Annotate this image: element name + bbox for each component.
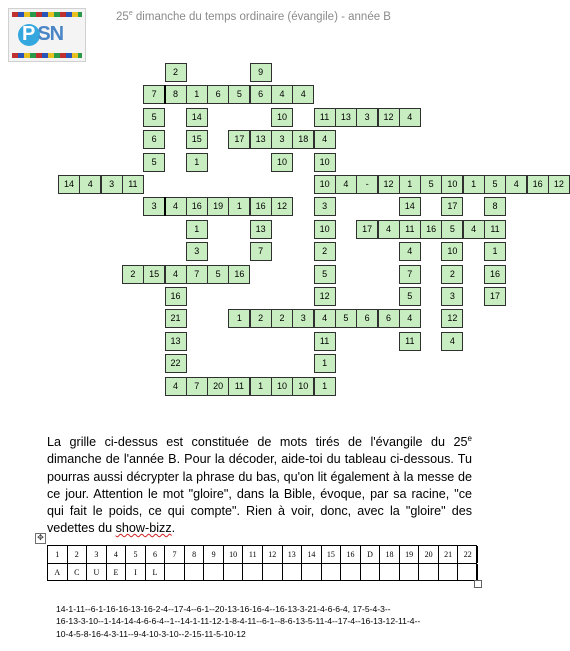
grid-cell: 1 — [314, 377, 336, 396]
grid-cell: 14 — [186, 108, 208, 127]
key-number-cell: 5 — [126, 546, 146, 563]
key-number-cell: 12 — [263, 546, 283, 563]
key-letter-cell[interactable]: U — [87, 564, 107, 581]
key-letter-cell[interactable] — [263, 564, 283, 581]
grid-cell: 11 — [228, 377, 250, 396]
grid-cell: 13 — [165, 332, 187, 351]
key-letter-cell[interactable] — [361, 564, 381, 581]
grid-cell: 14 — [58, 175, 80, 194]
coded-line: 10-4-5-8-16-4-3-11--9-4-10-3-10--2-15-11-5-10-12 — [56, 628, 246, 639]
grid-cell: 10 — [314, 153, 336, 172]
grid-cell: 1 — [228, 309, 250, 328]
key-letter-cell[interactable] — [224, 564, 244, 581]
key-letter-cell[interactable] — [380, 564, 400, 581]
key-number-cell: 2 — [68, 546, 88, 563]
decoder-table — [47, 545, 477, 581]
grid-cell: 10 — [441, 242, 463, 261]
grid-cell: 4 — [79, 175, 101, 194]
grid-cell: 4 — [505, 175, 527, 194]
grid-cell: 1 — [186, 153, 208, 172]
key-number-cell: 13 — [283, 546, 303, 563]
key-letter-cell[interactable] — [458, 564, 478, 581]
grid-cell: 5 — [143, 108, 165, 127]
grid-cell: 7 — [186, 377, 208, 396]
grid-cell: 4 — [165, 197, 187, 216]
grid-cell: 11 — [399, 332, 421, 351]
grid-cell: 1 — [186, 220, 208, 239]
grid-cell: 6 — [356, 309, 378, 328]
grid-cell: 17 — [356, 220, 378, 239]
grid-cell: 2 — [441, 265, 463, 284]
grid-cell: 1 — [314, 354, 336, 373]
grid-cell: 2 — [122, 265, 144, 284]
grid-cell: 1 — [399, 175, 421, 194]
grid-cell: 21 — [165, 309, 187, 328]
key-letter-cell[interactable] — [165, 564, 185, 581]
grid-cell: 19 — [207, 197, 229, 216]
grid-cell: 12 — [271, 197, 293, 216]
key-number-cell: 3 — [87, 546, 107, 563]
grid-cell: 5 — [228, 85, 250, 104]
grid-cell: 16 — [165, 287, 187, 306]
grid-cell: 16 — [527, 175, 549, 194]
intro-paragraph: La grille ci-dessus est constituée de mots tirés de l'évangile du 25e dimanche de l'année B. Pour la décoder, aide-toi du tableau ci-dessous. Tu pourras aussi décrypter la phrase du bas, qu'on lit également à la messe de ce jour. Attention le mot "gloire", dans la Bible, évoque, par sa racine, "ce qui fait le poids, ce qui compte". Rien à voir, donc, avec la "gloire" des vedettes du show-bizz. — [47, 434, 472, 536]
grid-cell: 8 — [484, 197, 506, 216]
grid-cell: 3 — [186, 242, 208, 261]
grid-cell: 22 — [165, 354, 187, 373]
grid-cell: 17 — [228, 130, 250, 149]
grid-cell: 12 — [441, 309, 463, 328]
grid-cell: 2 — [271, 309, 293, 328]
key-number-cell: 4 — [107, 546, 127, 563]
grid-cell: 16 — [228, 265, 250, 284]
coded-sentence — [56, 603, 476, 640]
grid-cell: 7 — [399, 265, 421, 284]
key-letter-cell[interactable] — [302, 564, 322, 581]
grid-cell: 18 — [292, 130, 314, 149]
grid-cell: 1 — [228, 197, 250, 216]
grid-cell: 20 — [207, 377, 229, 396]
grid-cell: 4 — [378, 220, 400, 239]
key-letter-cell[interactable] — [400, 564, 420, 581]
grid-cell: 4 — [314, 130, 336, 149]
key-number-cell: 19 — [400, 546, 420, 563]
key-number-cell: 7 — [165, 546, 185, 563]
grid-thick-border — [164, 85, 166, 104]
grid-cell: 4 — [271, 85, 293, 104]
grid-cell: 6 — [378, 309, 400, 328]
grid-cell: 4 — [399, 108, 421, 127]
key-letter-cell[interactable]: E — [107, 564, 127, 581]
key-number-cell: 21 — [439, 546, 459, 563]
grid-cell: 10 — [292, 377, 314, 396]
grid-cell: 5 — [314, 265, 336, 284]
key-letter-cell[interactable] — [243, 564, 263, 581]
key-number-cell: 16 — [341, 546, 361, 563]
grid-cell: 3 — [314, 197, 336, 216]
grid-cell: 4 — [463, 220, 485, 239]
grid-cell: 7 — [186, 265, 208, 284]
grid-cell: 4 — [165, 265, 187, 284]
coded-line: 16-13-3-10--1-14-14-4-6-6-4--1--14-1-11-12-1-8-4-11--6-1--8-6-13-5-11-4--17-4--16-13-12-11-4-- — [56, 616, 421, 627]
grid-cell: 10 — [271, 377, 293, 396]
key-letter-cell[interactable]: I — [126, 564, 146, 581]
key-letter-cell[interactable]: A — [48, 564, 68, 581]
grid-cell: 9 — [250, 63, 272, 82]
grid-cell: 5 — [143, 153, 165, 172]
grid-cell: 11 — [399, 220, 421, 239]
key-letter-cell[interactable] — [322, 564, 342, 581]
grid-cell: 10 — [314, 175, 336, 194]
key-letter-cell[interactable]: L — [146, 564, 166, 581]
key-letter-cell[interactable]: C — [68, 564, 88, 581]
key-number-cell: 9 — [204, 546, 224, 563]
grid-cell: 4 — [165, 377, 187, 396]
key-letter-cell[interactable] — [341, 564, 361, 581]
key-letter-cell[interactable] — [439, 564, 459, 581]
grid-cell: 15 — [186, 130, 208, 149]
grid-cell: 5 — [207, 265, 229, 284]
grid-thick-border — [164, 197, 166, 216]
grid-cell: 2 — [314, 242, 336, 261]
grid-cell: 10 — [441, 175, 463, 194]
grid-cell: 14 — [399, 197, 421, 216]
grid-cell: 12 — [378, 175, 400, 194]
grid-cell: 17 — [441, 197, 463, 216]
grid-cell: 10 — [314, 220, 336, 239]
grid-cell: 1 — [186, 85, 208, 104]
grid-cell: 4 — [441, 332, 463, 351]
page-title: 25e dimanche du temps ordinaire (évangile) - année B — [116, 10, 391, 23]
logo-text: P SN — [22, 23, 64, 45]
grid-cell: 16 — [484, 265, 506, 284]
grid-cell: 17 — [484, 287, 506, 306]
grid-cell: 8 — [165, 85, 187, 104]
grid-cell: 1 — [463, 175, 485, 194]
grid-cell: 5 — [484, 175, 506, 194]
key-number-cell: 11 — [243, 546, 263, 563]
key-number-cell: D — [361, 546, 381, 563]
grid-cell: 3 — [101, 175, 123, 194]
grid-cell: 6 — [207, 85, 229, 104]
grid-cell: 16 — [186, 197, 208, 216]
grid-cell: 10 — [271, 108, 293, 127]
grid-cell: 4 — [399, 242, 421, 261]
grid-cell: 2 — [165, 63, 187, 82]
grid-cell: 11 — [484, 220, 506, 239]
grid-cell: 5 — [441, 220, 463, 239]
grid-cell: 4 — [335, 175, 357, 194]
key-number-cell: 6 — [146, 546, 166, 563]
grid-cell: 6 — [250, 85, 272, 104]
key-letter-cell[interactable] — [204, 564, 224, 581]
key-number-cell: 8 — [185, 546, 205, 563]
coded-line: 14-1-11--6-1-16-16-13-16-2-4--17-4--6-1--20-13-16-16-4--16-13-3-21-4-6-6-4, 17-5-4-3-- — [56, 604, 391, 614]
key-number-cell: 22 — [458, 546, 478, 563]
grid-cell: 4 — [314, 309, 336, 328]
grid-cell: 10 — [271, 153, 293, 172]
grid-cell: 3 — [292, 309, 314, 328]
grid-cell: 5 — [399, 287, 421, 306]
grid-cell: 13 — [335, 108, 357, 127]
key-letter-cell[interactable] — [419, 564, 439, 581]
key-number-cell: 14 — [302, 546, 322, 563]
key-number-cell: 18 — [380, 546, 400, 563]
grid-cell: 3 — [143, 197, 165, 216]
table-resize-handle[interactable] — [474, 580, 482, 588]
grid-cell: 13 — [250, 130, 272, 149]
grid-cell: 15 — [143, 265, 165, 284]
key-number-cell: 10 — [224, 546, 244, 563]
grid-cell: 13 — [250, 220, 272, 239]
key-number-cell: 1 — [48, 546, 68, 563]
grid-cell: 7 — [143, 85, 165, 104]
grid-cell: 12 — [378, 108, 400, 127]
grid-cell: 3 — [271, 130, 293, 149]
grid-cell: 5 — [420, 175, 442, 194]
key-number-cell: 15 — [322, 546, 342, 563]
grid-cell: 3 — [356, 108, 378, 127]
grid-cell: 4 — [399, 309, 421, 328]
grid-cell: 1 — [250, 377, 272, 396]
key-letter-cell[interactable] — [185, 564, 205, 581]
grid-cell: 5 — [335, 309, 357, 328]
spellcheck-word: show-bizz — [115, 521, 172, 536]
grid-cell: 11 — [314, 108, 336, 127]
grid-cell: 3 — [441, 287, 463, 306]
grid-cell: 11 — [314, 332, 336, 351]
grid-cell: 16 — [250, 197, 272, 216]
grid-cell: 4 — [292, 85, 314, 104]
grid-cell: 2 — [250, 309, 272, 328]
key-letter-cell[interactable] — [283, 564, 303, 581]
move-anchor-icon[interactable]: ✥ — [35, 533, 46, 544]
grid-cell: 6 — [143, 130, 165, 149]
grid-cell: 12 — [548, 175, 570, 194]
grid-cell: - — [356, 175, 378, 194]
grid-cell: 12 — [314, 287, 336, 306]
grid-cell: 1 — [484, 242, 506, 261]
key-number-cell: 20 — [419, 546, 439, 563]
grid-cell: 7 — [250, 242, 272, 261]
grid-cell: 16 — [420, 220, 442, 239]
grid-cell: 11 — [122, 175, 144, 194]
